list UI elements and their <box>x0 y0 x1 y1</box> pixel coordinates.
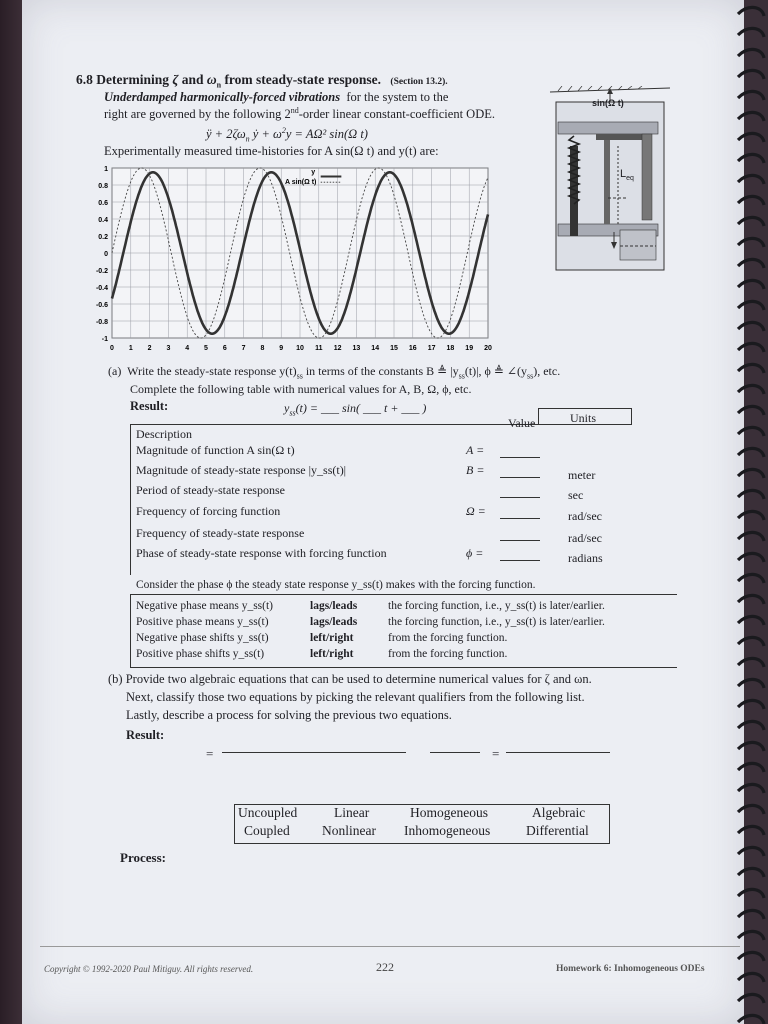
figure-label-sin: sin(Ω t) <box>592 98 624 108</box>
spiral-coil <box>738 595 764 604</box>
table-row-units: radians <box>568 551 603 565</box>
x-tick-label: 8 <box>260 345 265 352</box>
x-tick-label: 12 <box>333 345 342 352</box>
qualifier-coupled[interactable]: Coupled <box>244 823 290 838</box>
table-row-description: Phase of steady-state response with forcing function <box>136 546 387 560</box>
table-row-units: sec <box>568 488 584 502</box>
x-tick-label: 15 <box>390 345 398 352</box>
spiral-coil <box>738 133 764 142</box>
spiral-coil <box>738 889 764 898</box>
spiral-coil <box>738 931 764 940</box>
table-row-value-blank[interactable] <box>500 477 540 478</box>
part-b-line2: Next, classify those two equations by picking the relevant qualifiers from the following list. <box>126 690 585 704</box>
part-a-line2: Complete the following table with numerical values for A, B, Ω, ϕ, etc. <box>130 382 472 396</box>
spiral-coil <box>738 700 764 709</box>
phase-row-right: the forcing function, i.e., y_ss(t) is later/earlier. <box>388 616 605 628</box>
spiral-coil <box>738 427 764 436</box>
spiral-coil <box>738 1015 764 1024</box>
spiral-coil <box>738 154 764 163</box>
spiral-coil <box>738 742 764 751</box>
spiral-coil <box>738 574 764 583</box>
part-b-line3: Lastly, describe a process for solving the previous two equations. <box>126 708 452 722</box>
table-row-description: Period of steady-state response <box>136 483 285 497</box>
spiral-coil <box>738 406 764 415</box>
process-label: Process: <box>120 850 166 865</box>
footer-chapter: Homework 6: Inhomogeneous ODEs <box>556 964 705 974</box>
x-tick-label: 3 <box>166 345 171 352</box>
phase-row-qualifier[interactable]: lags/leads <box>310 600 358 612</box>
phase-row-left: Positive phase means y_ss(t) <box>136 616 269 628</box>
spring-mass-figure <box>548 86 672 272</box>
spiral-coil <box>738 490 764 499</box>
spiral-coil <box>738 826 764 835</box>
table-row-units: rad/sec <box>568 509 602 523</box>
spiral-coil <box>738 175 764 184</box>
footer-page-number: 222 <box>376 960 394 974</box>
x-tick-label: 17 <box>427 345 436 352</box>
table-row-symbol: Ω = <box>466 504 486 518</box>
spiral-coil <box>738 658 764 667</box>
intro-line-2: Underdamped harmonically-forced vibrations for the system to the <box>104 90 449 104</box>
x-tick-label: 11 <box>315 345 323 352</box>
qualifier-algebraic[interactable]: Algebraic <box>532 805 586 820</box>
part-b-line1: (b) Provide two algebraic equations that can be used to determine numerical values for ζ and ωn. <box>108 672 592 686</box>
spiral-coil <box>738 910 764 919</box>
phase-row-qualifier[interactable]: left/right <box>310 632 354 644</box>
table-row-description: Magnitude of steady-state response |y_ss(t)| <box>136 463 347 477</box>
intro-line-3: right are governed by the following 2nd-order linear constant-coefficient ODE. <box>104 106 495 122</box>
spiral-coil <box>738 196 764 205</box>
spiral-coil <box>738 679 764 688</box>
x-tick-label: 4 <box>185 345 190 352</box>
equation-2-blank-left[interactable] <box>430 752 480 753</box>
footer-copyright: Copyright © 1992-2020 Paul Mitiguy. All rights reserved. <box>44 964 254 974</box>
qualifier-differential[interactable]: Differential <box>526 823 589 838</box>
y-tick-label: -0.8 <box>95 319 108 326</box>
spiral-coil <box>738 637 764 646</box>
time-history-chart <box>90 160 500 360</box>
table-row-symbol: ϕ = <box>466 546 484 560</box>
table-row-value-blank[interactable] <box>500 457 540 458</box>
y-tick-label: -0.6 <box>95 302 108 309</box>
x-tick-label: 0 <box>110 345 114 352</box>
spiral-coil <box>738 238 764 247</box>
table-header-description: Description <box>136 427 192 441</box>
spiral-coil <box>738 763 764 772</box>
problem-header: 6.8 Determining ζ and $\omega_n$ from steady-state response. (Section 13.2). <box>76 72 448 90</box>
equation-1-sign: = <box>206 746 214 761</box>
spiral-coil <box>738 280 764 289</box>
footer-divider <box>40 946 740 947</box>
y-tick-label: 1 <box>104 166 108 173</box>
spiral-coil <box>738 616 764 625</box>
phase-row-right: from the forcing function. <box>388 632 508 644</box>
spiral-coil <box>738 385 764 394</box>
qualifier-inhomogeneous[interactable]: Inhomogeneous <box>404 823 491 838</box>
x-tick-label: 6 <box>222 345 227 352</box>
table-row-units: meter <box>568 468 596 482</box>
y-tick-label: 0.2 <box>98 234 108 241</box>
phase-row-left: Positive phase shifts y_ss(t) <box>136 648 265 660</box>
y-tick-label: -0.4 <box>95 285 108 292</box>
x-tick-label: 1 <box>128 345 133 352</box>
spiral-coil <box>738 259 764 268</box>
spiral-coil <box>738 973 764 982</box>
table-header-value: Value <box>508 416 536 430</box>
phase-row-right: from the forcing function. <box>388 648 508 660</box>
spiral-coil <box>738 553 764 562</box>
qualifier-linear[interactable]: Linear <box>334 805 370 820</box>
spiral-coil <box>738 994 764 1003</box>
table-row-value-blank[interactable] <box>500 540 540 541</box>
phase-row-left: Negative phase means y_ss(t) <box>136 600 274 612</box>
measured-caption: Experimentally measured time-histories for A sin(Ω t) and y(t) are: <box>104 144 439 158</box>
spiral-coil <box>738 868 764 877</box>
x-tick-label: 18 <box>446 345 455 352</box>
legend-label: A sin(Ω t) <box>284 179 317 187</box>
x-tick-label: 20 <box>484 345 492 352</box>
part-a-result-label: Result: <box>130 399 169 413</box>
spiral-coil <box>738 70 764 79</box>
y-tick-label: 0.6 <box>98 200 108 207</box>
phase-row-right: the forcing function, i.e., y_ss(t) is later/earlier. <box>388 600 605 612</box>
spiral-coil <box>738 469 764 478</box>
phase-row-qualifier[interactable]: lags/leads <box>310 616 358 628</box>
spiral-coil <box>738 322 764 331</box>
x-tick-label: 5 <box>204 345 208 352</box>
y-tick-label: 0.8 <box>98 183 108 190</box>
phase-row-left: Negative phase shifts y_ss(t) <box>136 632 269 644</box>
table-row-symbol: A = <box>466 443 485 457</box>
y-tick-label: -0.2 <box>95 268 108 275</box>
spiral-coil <box>738 532 764 541</box>
spiral-coil <box>738 805 764 814</box>
x-tick-label: 19 <box>465 345 474 352</box>
equation-2-sign: = <box>492 746 500 761</box>
table-row-units: rad/sec <box>568 531 602 545</box>
spiral-coil <box>738 952 764 961</box>
x-tick-label: 9 <box>279 345 284 352</box>
spiral-coil <box>738 343 764 352</box>
table-row-description: Magnitude of function A sin(Ω t) <box>136 443 295 457</box>
equation-1-blank[interactable] <box>222 752 406 753</box>
x-tick-label: 16 <box>408 345 417 352</box>
spiral-coil <box>738 49 764 58</box>
x-tick-label: 7 <box>241 345 246 352</box>
y-tick-label: 0.4 <box>98 217 108 224</box>
x-tick-label: 2 <box>147 345 152 352</box>
x-tick-label: 13 <box>352 345 361 352</box>
spiral-coil <box>738 721 764 730</box>
y-tick-label: -1 <box>101 336 108 343</box>
legend-label: y <box>311 168 316 176</box>
table-header-units: Units <box>570 411 597 425</box>
spiral-coil <box>738 112 764 121</box>
table-row-value-blank[interactable] <box>500 518 540 519</box>
table-row-symbol: B = <box>466 463 485 477</box>
spiral-coil <box>738 28 764 37</box>
part-b-result-label: Result: <box>126 728 165 742</box>
spiral-binding <box>734 0 766 1024</box>
table-row-description: Frequency of steady-state response <box>136 526 305 540</box>
phase-intro: Consider the phase ϕ the steady state response y_ss(t) makes with the forcing function. <box>136 579 536 591</box>
figure-label-leq: $L_{eq}$ <box>620 168 634 183</box>
equation-2-blank-right[interactable] <box>506 752 610 753</box>
qualifier-homogeneous[interactable]: Homogeneous <box>410 805 488 820</box>
qualifier-uncoupled[interactable]: Uncoupled <box>238 805 298 820</box>
spiral-coil <box>738 301 764 310</box>
y-tick-label: 0 <box>104 251 108 258</box>
part-a-line1: (a) Write the steady-state response $y(t)_{ss}$ in terms of the constants B ≜ $|y_{ss}(t)|$, ϕ ≜ $\angle(y_{ss})$, etc. <box>108 364 561 381</box>
x-tick-label: 10 <box>296 345 304 352</box>
table-row-description: Frequency of forcing function <box>136 504 281 518</box>
spiral-coil <box>738 847 764 856</box>
spiral-coil <box>738 364 764 373</box>
spiral-coil <box>738 7 764 16</box>
spiral-coil <box>738 91 764 100</box>
spiral-coil <box>738 217 764 226</box>
part-a-formula: $y_{ss}(t)$ = ___ sin( ___ t + ___ ) <box>284 401 427 418</box>
x-tick-label: 14 <box>371 345 380 352</box>
spiral-coil <box>738 784 764 793</box>
table-row-value-blank[interactable] <box>500 560 540 561</box>
spiral-coil <box>738 448 764 457</box>
ode-equation: ÿ + $2\zeta\omega_n$ ẏ + $\omega^2y = A\Omega^2$ sin(Ω t) <box>206 126 368 144</box>
spiral-coil <box>738 511 764 520</box>
phase-row-qualifier[interactable]: left/right <box>310 648 354 660</box>
qualifier-nonlinear[interactable]: Nonlinear <box>322 823 376 838</box>
table-row-value-blank[interactable] <box>500 497 540 498</box>
